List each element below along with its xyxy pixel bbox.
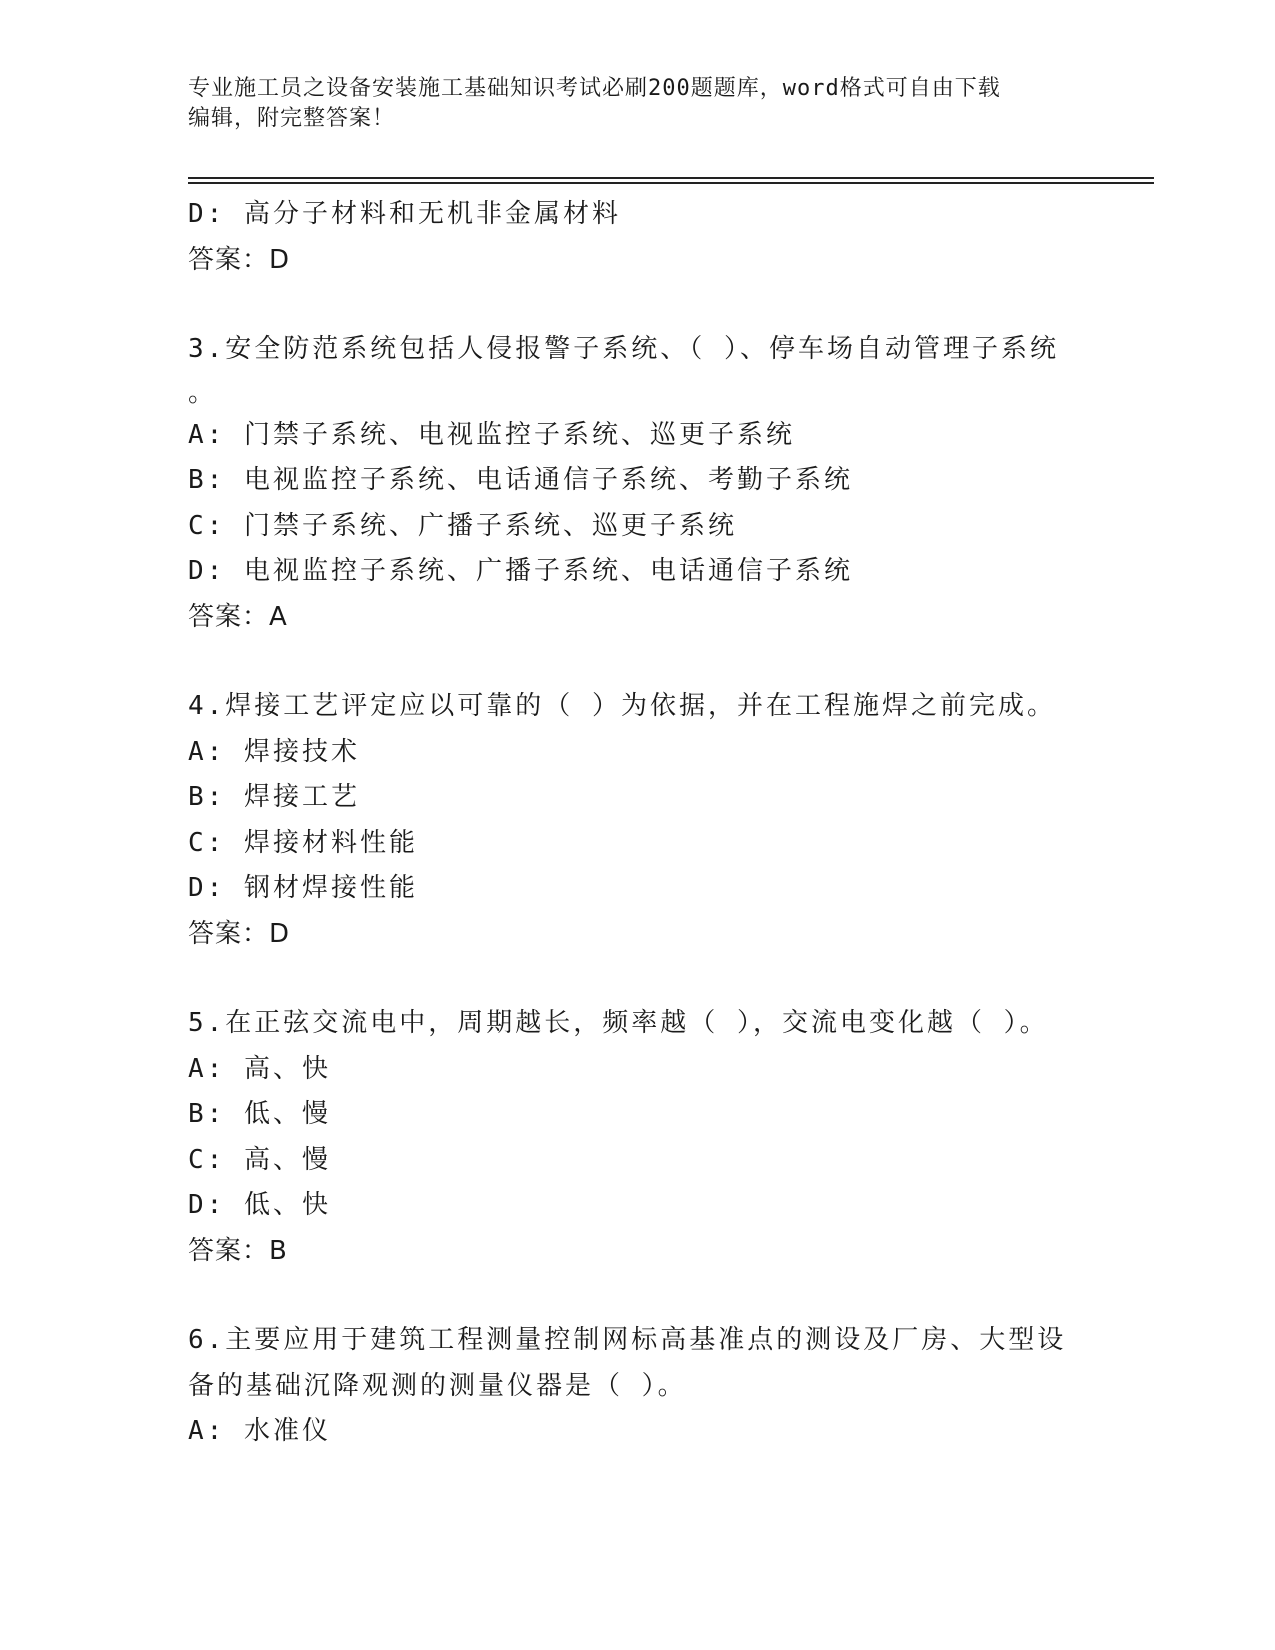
question-stem: 4.焊接工艺评定应以可靠的（ ）为依据，并在工程施焊之前完成。 xyxy=(188,691,1056,721)
question-stem-line-2: 备的基础沉降观测的测量仪器是（ ）。 xyxy=(188,1370,687,1401)
spacer xyxy=(188,1274,1088,1318)
option-a: A: 水准仪 xyxy=(188,1416,331,1446)
question-stem: 5.在正弦交流电中，周期越长，频率越（ ），交流电变化越（ ）。 xyxy=(188,1008,1049,1038)
option-c: C: 高、慢 xyxy=(188,1144,331,1175)
option-b: B: 电视监控子系统、电话通信子系统、考勤子系统 xyxy=(188,465,853,495)
answer: 答案：B xyxy=(188,1235,288,1266)
question-6 xyxy=(188,1318,1088,1455)
question-stem: 3.安全防范系统包括人侵报警子系统、（ ）、停车场自动管理子系统 xyxy=(188,334,1059,364)
question-3 xyxy=(188,327,1088,640)
header-divider-bottom xyxy=(188,182,1154,184)
question-stem-continuation: 。 xyxy=(188,377,218,408)
question-stem-line-1: 6.主要应用于建筑工程测量控制网标高基准点的测设及厂房、大型设 xyxy=(188,1325,1067,1355)
answer: 答案：D xyxy=(188,244,291,275)
spacer xyxy=(188,640,1088,684)
option-a: A: 门禁子系统、电视监控子系统、巡更子系统 xyxy=(188,419,795,450)
header-title-line-2: 编辑，附完整答案！ xyxy=(188,106,396,131)
option-d: D: 高分子材料和无机非金属材料 xyxy=(188,199,621,229)
option-c: C: 门禁子系统、广播子系统、巡更子系统 xyxy=(188,510,737,541)
spacer xyxy=(188,283,1088,327)
option-a: A: 焊接技术 xyxy=(188,736,360,767)
question-5 xyxy=(188,1001,1088,1274)
answer: 答案：D xyxy=(188,918,291,949)
header-divider-top xyxy=(188,177,1154,179)
option-d: D: 钢材焊接性能 xyxy=(188,873,418,903)
question-4 xyxy=(188,684,1088,957)
answer: 答案：A xyxy=(188,601,288,632)
option-d: D: 低、快 xyxy=(188,1190,331,1220)
document-header xyxy=(188,74,1068,134)
option-a: A: 高、快 xyxy=(188,1053,331,1084)
option-c: C: 焊接材料性能 xyxy=(188,827,418,858)
header-title-line-1: 专业施工员之设备安装施工基础知识考试必刷200题题库，word格式可自由下载 xyxy=(188,76,1001,101)
question-list xyxy=(188,192,1088,1455)
option-b: B: 焊接工艺 xyxy=(188,782,360,812)
spacer xyxy=(188,957,1088,1001)
option-d: D: 电视监控子系统、广播子系统、电话通信子系统 xyxy=(188,556,853,586)
question-2-tail xyxy=(188,192,1088,283)
option-b: B: 低、慢 xyxy=(188,1099,331,1129)
